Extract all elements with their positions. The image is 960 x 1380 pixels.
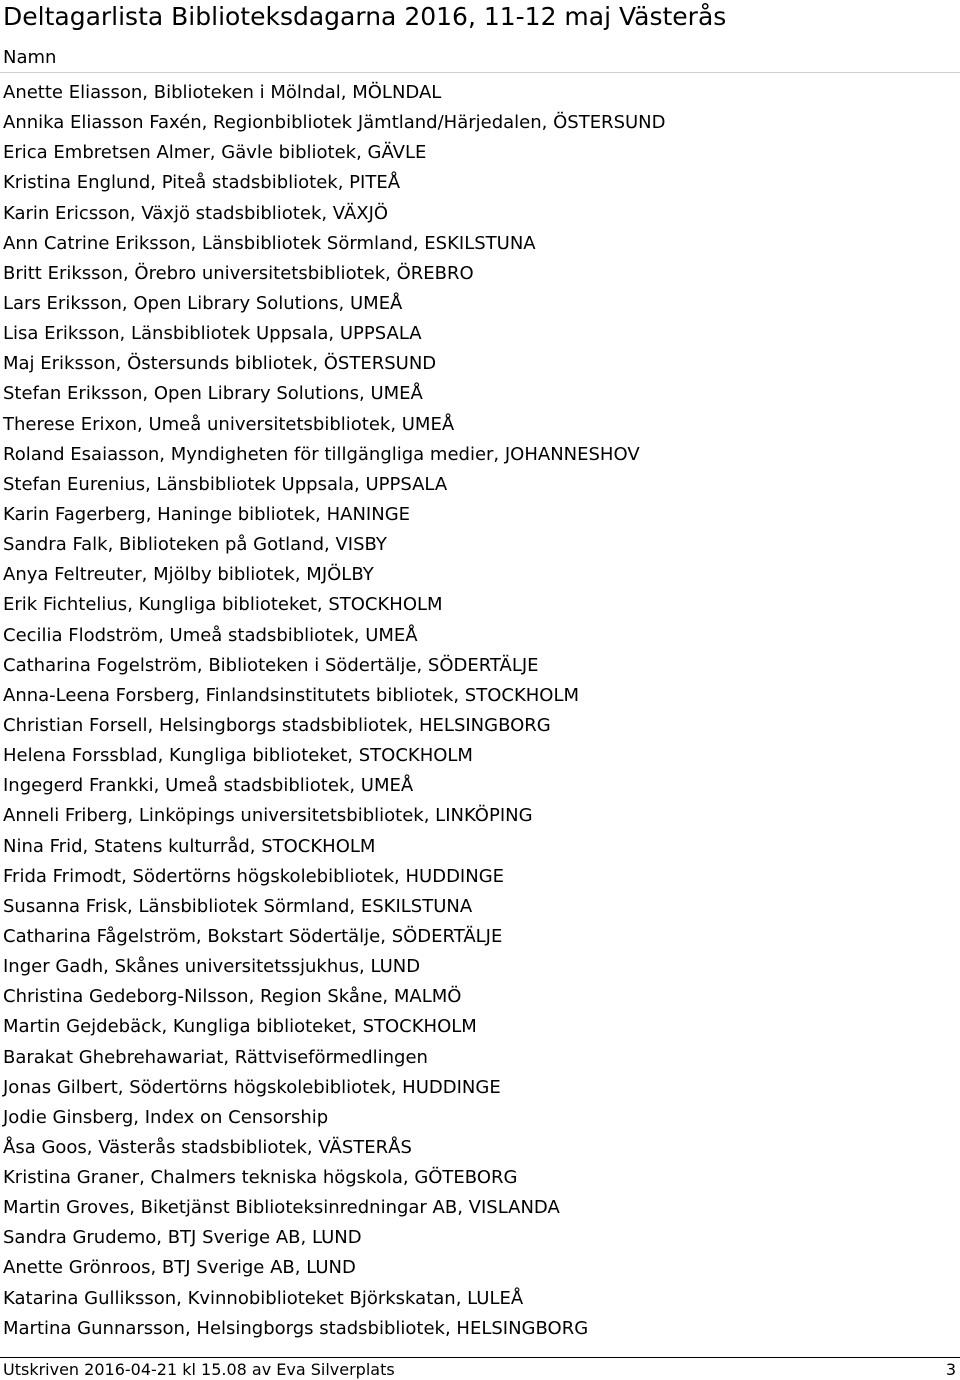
list-item: Lisa Eriksson, Länsbibliotek Uppsala, UPPSALA xyxy=(3,323,422,345)
list-item: Stefan Eurenius, Länsbibliotek Uppsala, UPPSALA xyxy=(3,473,448,495)
page-number: 3 xyxy=(945,1360,956,1379)
list-item: Christina Gedeborg-Nilsson, Region Skåne, MALMÖ xyxy=(3,986,462,1008)
list-item: Kristina Graner, Chalmers tekniska högskola, GÖTEBORG xyxy=(3,1167,518,1189)
column-header-namn: Namn xyxy=(3,47,57,68)
list-item: Anette Eliasson, Biblioteken i Mölndal, MÖLNDAL xyxy=(3,82,442,103)
list-item: Ingegerd Frankki, Umeå stadsbibliotek, UMEÅ xyxy=(3,775,414,797)
list-item: Frida Frimodt, Södertörns högskolebibliotek, HUDDINGE xyxy=(3,865,505,887)
list-item: Erica Embretsen Almer, Gävle bibliotek, GÄVLE xyxy=(3,142,427,164)
list-item: Martina Gunnarsson, Helsingborgs stadsbibliotek, HELSINGBORG xyxy=(3,1317,589,1339)
list-item: Roland Esaiasson, Myndigheten för tillgängliga medier, JOHANNESHOV xyxy=(3,443,640,465)
list-item: Anneli Friberg, Linköpings universitetsbibliotek, LINKÖPING xyxy=(3,805,533,827)
list-item: Anya Feltreuter, Mjölby bibliotek, MJÖLBY xyxy=(3,564,374,586)
participant-list xyxy=(3,78,666,1344)
header-divider xyxy=(0,72,960,73)
list-item: Lars Eriksson, Open Library Solutions, UMEÅ xyxy=(3,292,403,314)
list-item: Karin Fagerberg, Haninge bibliotek, HANINGE xyxy=(3,503,411,525)
footer-divider xyxy=(0,1357,960,1358)
list-item: Erik Fichtelius, Kungliga biblioteket, STOCKHOLM xyxy=(3,594,443,616)
list-item: Kristina Englund, Piteå stadsbibliotek, PITEÅ xyxy=(3,172,401,194)
list-item: Sandra Falk, Biblioteken på Gotland, VISBY xyxy=(3,534,387,556)
footer-printed-info: Utskriven 2016-04-21 kl 15.08 av Eva Silverplats xyxy=(3,1360,395,1379)
list-item: Nina Frid, Statens kulturråd, STOCKHOLM xyxy=(3,835,376,857)
list-item: Inger Gadh, Skånes universitetssjukhus, LUND xyxy=(3,956,421,978)
list-item: Åsa Goos, Västerås stadsbibliotek, VÄSTERÅS xyxy=(3,1136,412,1158)
list-item: Cecilia Flodström, Umeå stadsbibliotek, UMEÅ xyxy=(3,624,418,646)
list-item: Jonas Gilbert, Södertörns högskolebibliotek, HUDDINGE xyxy=(3,1076,501,1098)
list-item: Stefan Eriksson, Open Library Solutions, UMEÅ xyxy=(3,383,423,405)
list-item: Susanna Frisk, Länsbibliotek Sörmland, ESKILSTUNA xyxy=(3,895,473,917)
list-item: Catharina Fogelström, Biblioteken i Södertälje, SÖDERTÄLJE xyxy=(3,654,539,676)
list-item: Maj Eriksson, Östersunds bibliotek, ÖSTERSUND xyxy=(3,353,437,375)
list-item: Martin Groves, Biketjänst Biblioteksinredningar AB, VISLANDA xyxy=(3,1197,560,1219)
list-item: Martin Gejdebäck, Kungliga biblioteket, STOCKHOLM xyxy=(3,1016,477,1038)
list-item: Karin Ericsson, Växjö stadsbibliotek, VÄXJÖ xyxy=(3,202,389,224)
list-item: Katarina Gulliksson, Kvinnobiblioteket Björkskatan, LULEÅ xyxy=(3,1287,524,1309)
list-item: Britt Eriksson, Örebro universitetsbibliotek, ÖREBRO xyxy=(3,262,474,284)
list-item: Barakat Ghebrehawariat, Rättviseförmedlingen xyxy=(3,1046,428,1068)
list-item: Anette Grönroos, BTJ Sverige AB, LUND xyxy=(3,1257,356,1279)
list-item: Helena Forssblad, Kungliga biblioteket, STOCKHOLM xyxy=(3,745,473,767)
list-item: Catharina Fågelström, Bokstart Södertälje, SÖDERTÄLJE xyxy=(3,925,503,947)
page-title: Deltagarlista Biblioteksdagarna 2016, 11-12 maj Västerås xyxy=(3,2,727,31)
list-item: Therese Erixon, Umeå universitetsbibliotek, UMEÅ xyxy=(3,413,455,435)
list-item: Sandra Grudemo, BTJ Sverige AB, LUND xyxy=(3,1227,362,1249)
list-item: Jodie Ginsberg, Index on Censorship xyxy=(3,1106,329,1128)
list-item: Annika Eliasson Faxén, Regionbibliotek Jämtland/Härjedalen, ÖSTERSUND xyxy=(3,112,666,134)
list-item: Anna-Leena Forsberg, Finlandsinstitutets bibliotek, STOCKHOLM xyxy=(3,684,580,706)
list-item: Ann Catrine Eriksson, Länsbibliotek Sörmland, ESKILSTUNA xyxy=(3,232,536,254)
list-item: Christian Forsell, Helsingborgs stadsbibliotek, HELSINGBORG xyxy=(3,714,551,736)
